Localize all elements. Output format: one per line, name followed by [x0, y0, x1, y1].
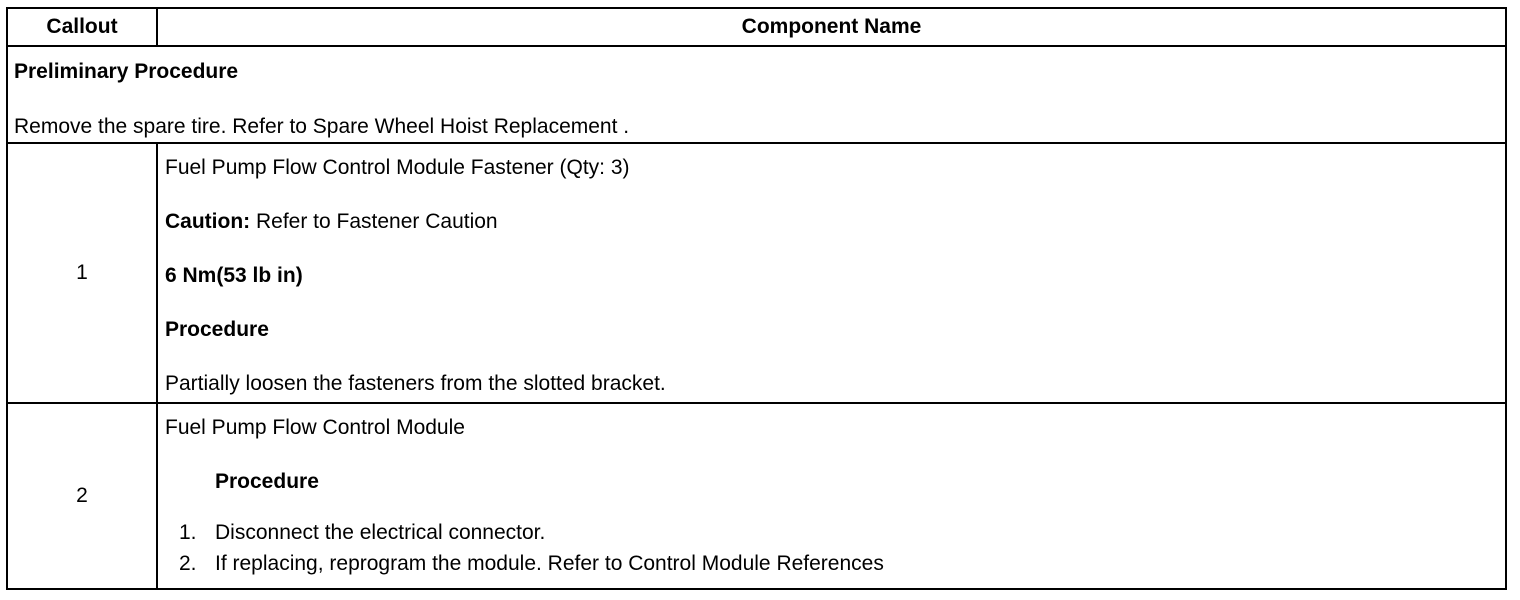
caution-line	[165, 208, 1505, 235]
step-text: If replacing, reprogram the module. Refer to Control Module References	[215, 552, 884, 575]
caution-text: Refer to Fastener Caution	[250, 210, 498, 233]
step-number: 2.	[179, 552, 197, 575]
list-item	[165, 548, 1505, 579]
callout-cell: 2	[7, 403, 157, 589]
component-table	[6, 7, 1507, 590]
procedure-title: Procedure	[215, 470, 319, 493]
callout-header: Callout	[7, 8, 157, 46]
list-item	[165, 517, 1505, 548]
preliminary-cell	[7, 46, 1506, 143]
step-text: Disconnect the electrical connector.	[215, 521, 546, 544]
procedure-steps	[165, 517, 1505, 579]
preliminary-row	[7, 46, 1506, 143]
caution-label: Caution:	[165, 210, 251, 233]
procedure-title: Procedure	[165, 318, 269, 341]
callout-cell: 1	[7, 143, 157, 403]
table-row	[7, 403, 1506, 589]
component-cell	[157, 403, 1506, 589]
component-cell	[157, 143, 1506, 403]
preliminary-title: Preliminary Procedure	[14, 60, 239, 83]
component-name-header: Component Name	[157, 8, 1506, 46]
component-name: Fuel Pump Flow Control Module	[165, 416, 465, 439]
component-name: Fuel Pump Flow Control Module Fastener (Qty: 3)	[165, 156, 630, 179]
torque-spec: 6 Nm(53 lb in)	[165, 264, 303, 287]
table-header-row	[7, 8, 1506, 46]
step-number: 1.	[179, 521, 197, 544]
preliminary-text: Remove the spare tire. Refer to Spare Wheel Hoist Replacement .	[14, 115, 630, 138]
table-row	[7, 143, 1506, 403]
procedure-text: Partially loosen the fasteners from the slotted bracket.	[165, 372, 666, 395]
